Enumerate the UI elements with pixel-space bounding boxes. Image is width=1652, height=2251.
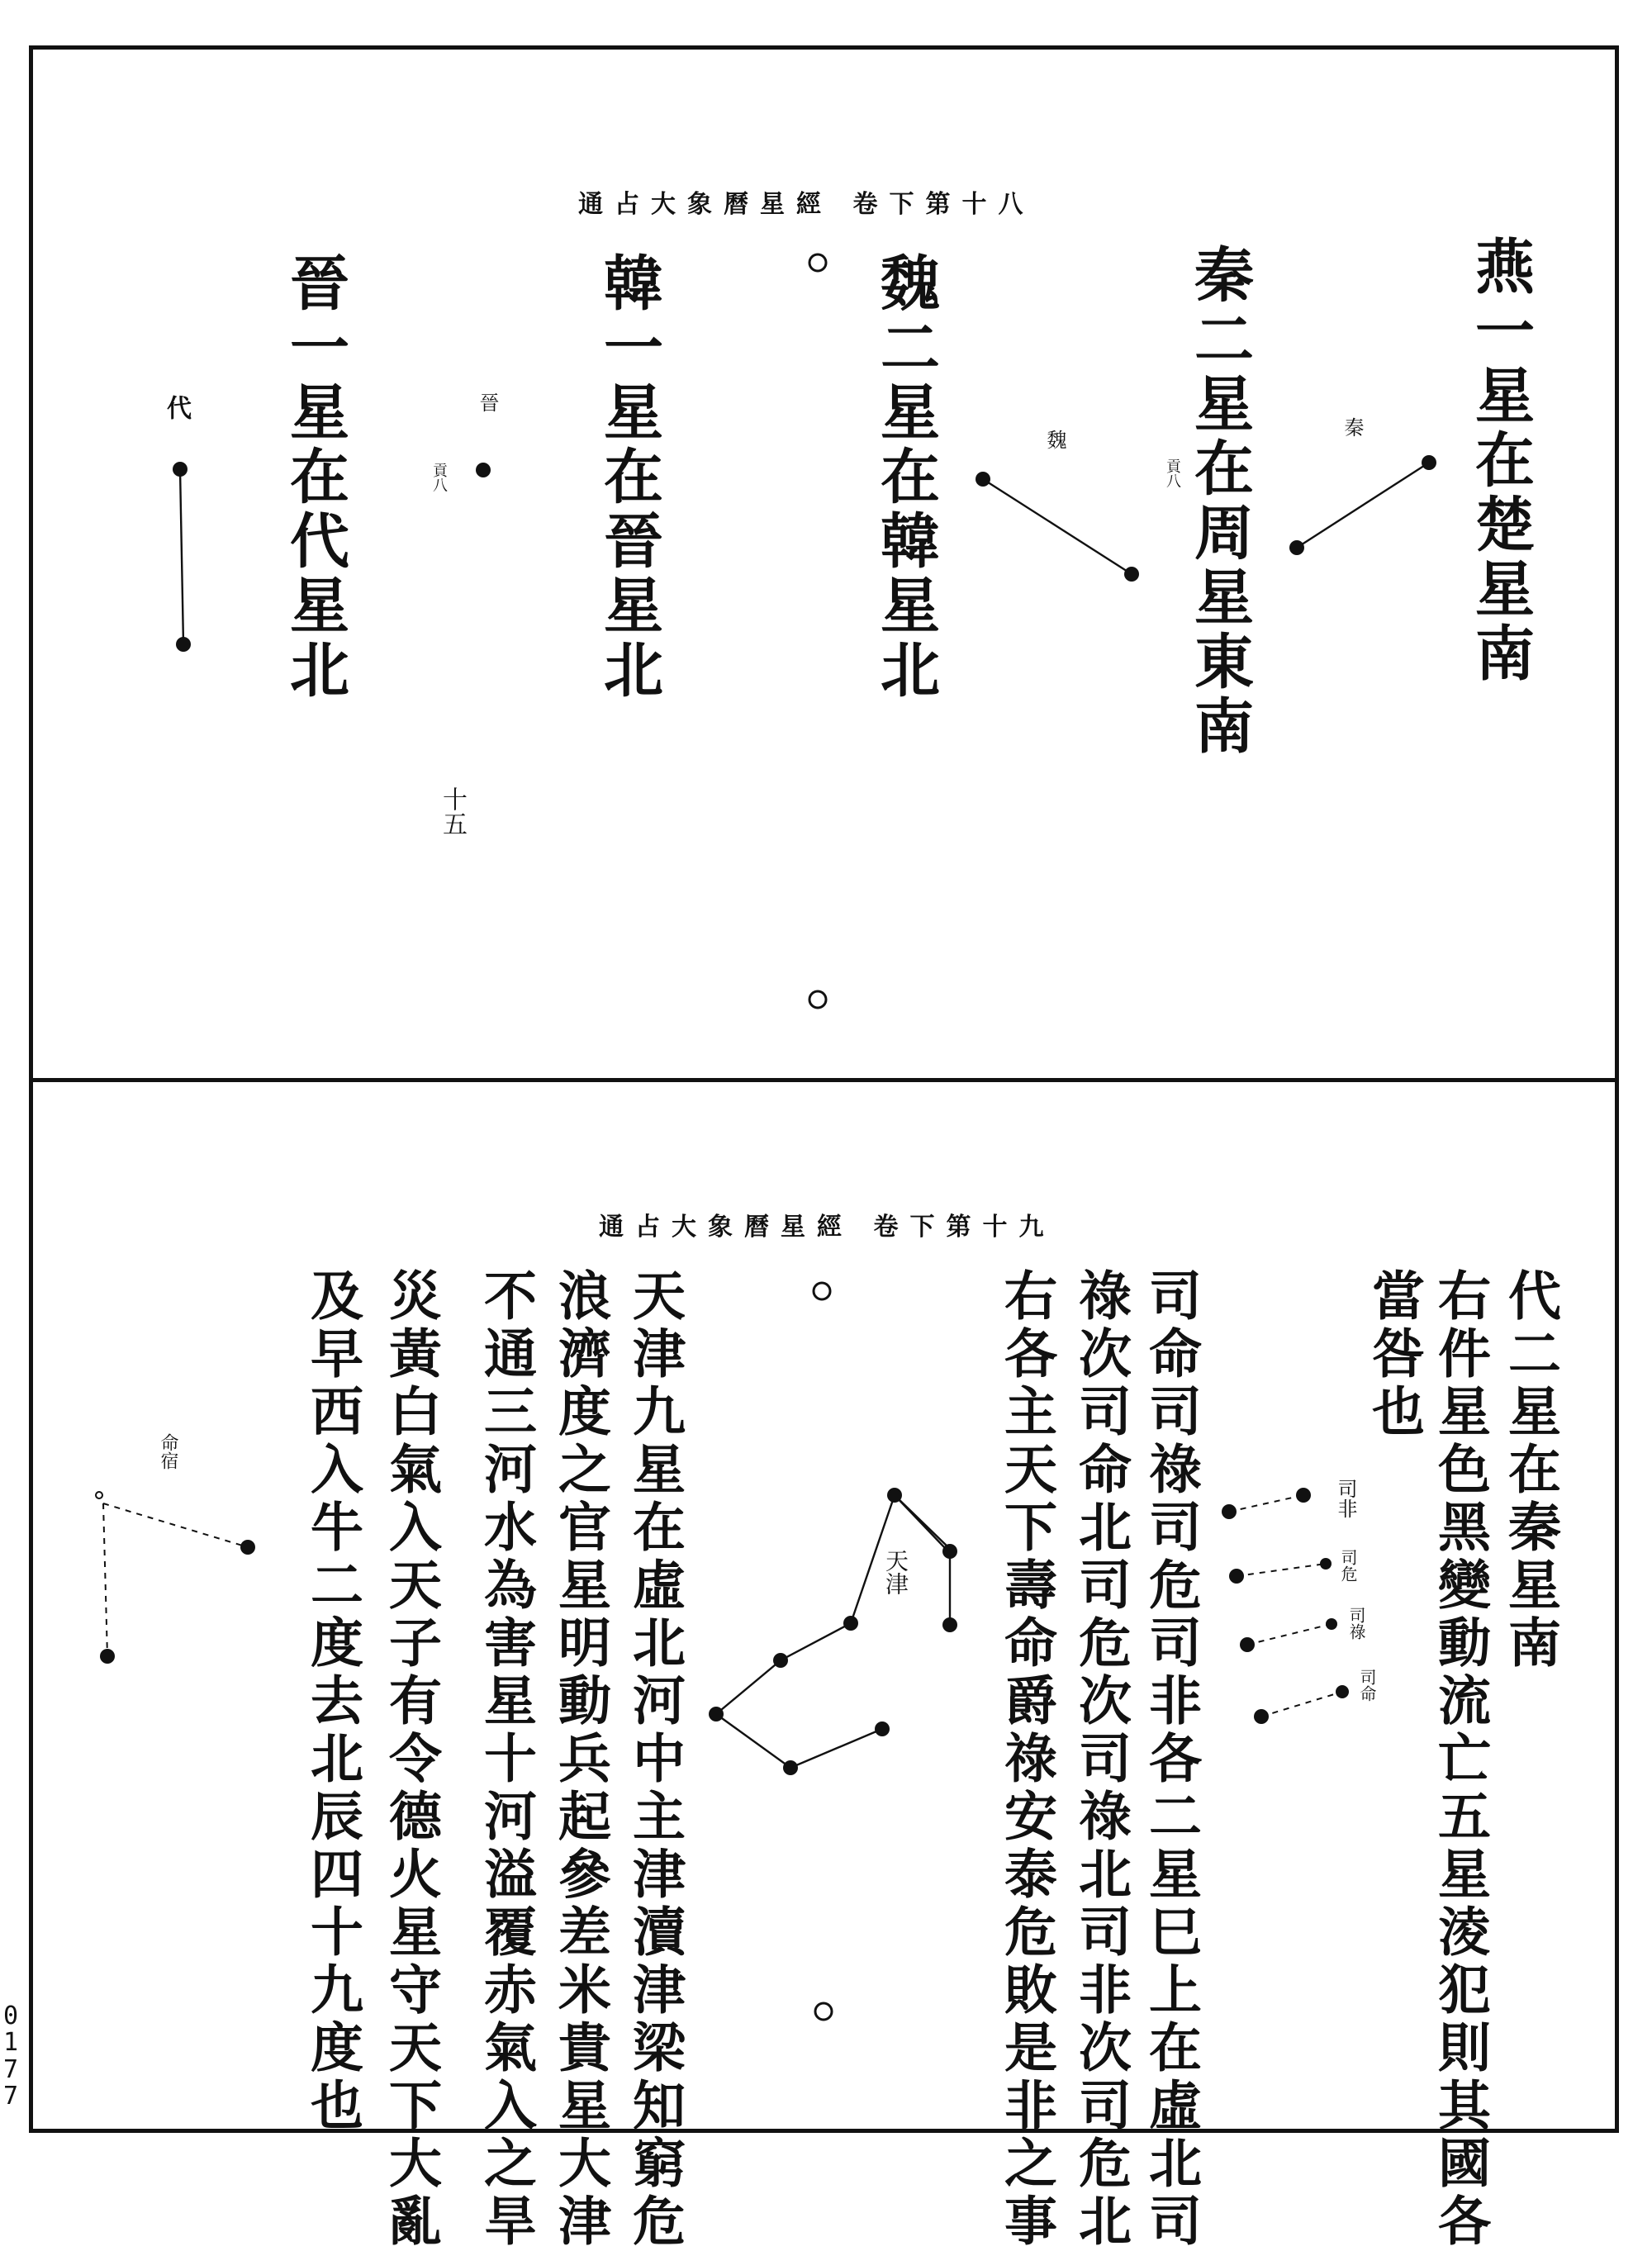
- bottom-text-column-10: 災黃白氣入天子有令德火星守天下大亂: [380, 1268, 442, 2251]
- top-text-column-2: 秦二星在周星東南: [1184, 244, 1255, 759]
- star-tianjin: [773, 1653, 788, 1668]
- binding-hole: [809, 991, 826, 1008]
- star-sifei-2: [1296, 1488, 1311, 1503]
- star-tianjin: [843, 1616, 858, 1631]
- star-dai-2: [176, 637, 191, 652]
- star-dai-1: [173, 462, 188, 477]
- star-siwei-1: [1229, 1569, 1244, 1584]
- star-label-tianjin: 天津: [882, 1549, 909, 1595]
- star-label-wei: 魏: [1043, 430, 1066, 449]
- star-jin: [476, 463, 491, 477]
- binding-hole: [814, 1283, 830, 1299]
- star-label-dai: 代: [162, 395, 191, 420]
- bottom-text-column-4: 司命司祿司危司非各二星巳上在虛北司: [1140, 1268, 1202, 2251]
- side-catalog-code: 0177: [3, 2002, 19, 2111]
- asterism-line-dai: [180, 469, 183, 644]
- star-tianjin: [783, 1760, 798, 1775]
- asterism-line-left-2: [103, 1503, 107, 1656]
- asterism-line-silu: [1247, 1624, 1332, 1645]
- bottom-page-header: 通占大象曆星經 卷下第十九: [599, 1213, 1056, 1242]
- bottom-text-column-11: 及早西入牛二度去北辰四十九度也: [301, 1268, 363, 2135]
- star-tianjin: [942, 1544, 957, 1559]
- star-siming-1: [1254, 1709, 1269, 1724]
- star-wei-1: [976, 472, 990, 487]
- binding-hole: [815, 2003, 832, 2020]
- star-label-jin-degree: 貢八: [430, 463, 448, 492]
- asterism-line-sifei: [1229, 1495, 1303, 1512]
- asterism-line-wei: [983, 479, 1132, 574]
- star-label-sifei: 司非: [1334, 1479, 1357, 1518]
- star-left-faint: [96, 1492, 102, 1498]
- star-qin-2: [1289, 540, 1304, 555]
- top-text-column-1: 燕一星在楚星南: [1465, 235, 1536, 686]
- asterism-line-qin: [1297, 463, 1429, 548]
- star-silu-1: [1240, 1637, 1255, 1652]
- asterism-line-siming: [1261, 1692, 1342, 1717]
- star-label-siming: 司命: [1357, 1669, 1377, 1702]
- star-silu-2: [1326, 1618, 1337, 1630]
- star-label-silu: 司祿: [1346, 1607, 1366, 1640]
- star-tianjin: [709, 1707, 724, 1721]
- star-sifei-1: [1222, 1504, 1237, 1519]
- asterism-line-siwei: [1237, 1564, 1326, 1576]
- star-wei-2: [1124, 567, 1139, 582]
- star-label-left-group: 命宿: [158, 1433, 178, 1470]
- top-text-column-4: 韓一星在晉星北: [594, 252, 664, 703]
- bottom-text-column-6: 右各主天下壽命爵祿安泰危敗是非之事: [995, 1268, 1057, 2251]
- asterism-line-left-1: [103, 1503, 248, 1547]
- star-label-qin: 秦: [1341, 417, 1364, 437]
- top-page-number: 十五: [438, 786, 467, 836]
- bottom-text-column-8: 浪濟度之官星明動兵起參差米貴星大津: [549, 1268, 611, 2251]
- bottom-text-column-7: 天津九星在虛北河中主津瀆津梁知窮危: [624, 1268, 686, 2251]
- bottom-text-column-9: 不通三河水為害星十河溢覆赤氣入之旱: [475, 1268, 537, 2251]
- star-siwei-2: [1320, 1558, 1332, 1570]
- star-tianjin: [887, 1488, 902, 1503]
- star-label-siwei: 司危: [1338, 1549, 1358, 1582]
- asterism-line-tianjin-branch: [895, 1495, 946, 1549]
- star-tianjin: [875, 1721, 890, 1736]
- binding-hole: [809, 254, 826, 271]
- top-page-header: 通占大象曆星經 卷下第十八: [578, 190, 1035, 219]
- top-text-column-3: 魏二星在韓星北: [871, 252, 941, 703]
- star-left-1: [240, 1540, 255, 1555]
- star-label-jin: 晉: [476, 392, 499, 412]
- star-label-qin-degree: 貢八: [1164, 458, 1181, 488]
- bottom-text-column-1: 代二星在秦星南: [1499, 1268, 1561, 1673]
- top-text-column-5: 晉一星在代星北: [280, 252, 350, 703]
- star-left-2: [100, 1649, 115, 1664]
- bottom-text-column-3: 當咎也: [1363, 1268, 1425, 1441]
- star-tianjin: [942, 1617, 957, 1632]
- bottom-text-column-2: 右件星色黑變動流亡五星淩犯則其國各: [1429, 1268, 1491, 2251]
- asterism-line-tianjin: [716, 1495, 950, 1768]
- bottom-text-column-5: 祿次司命北司危次司祿北司非次司危北: [1070, 1268, 1132, 2251]
- star-qin-1: [1422, 455, 1436, 470]
- star-siming-2: [1336, 1685, 1349, 1698]
